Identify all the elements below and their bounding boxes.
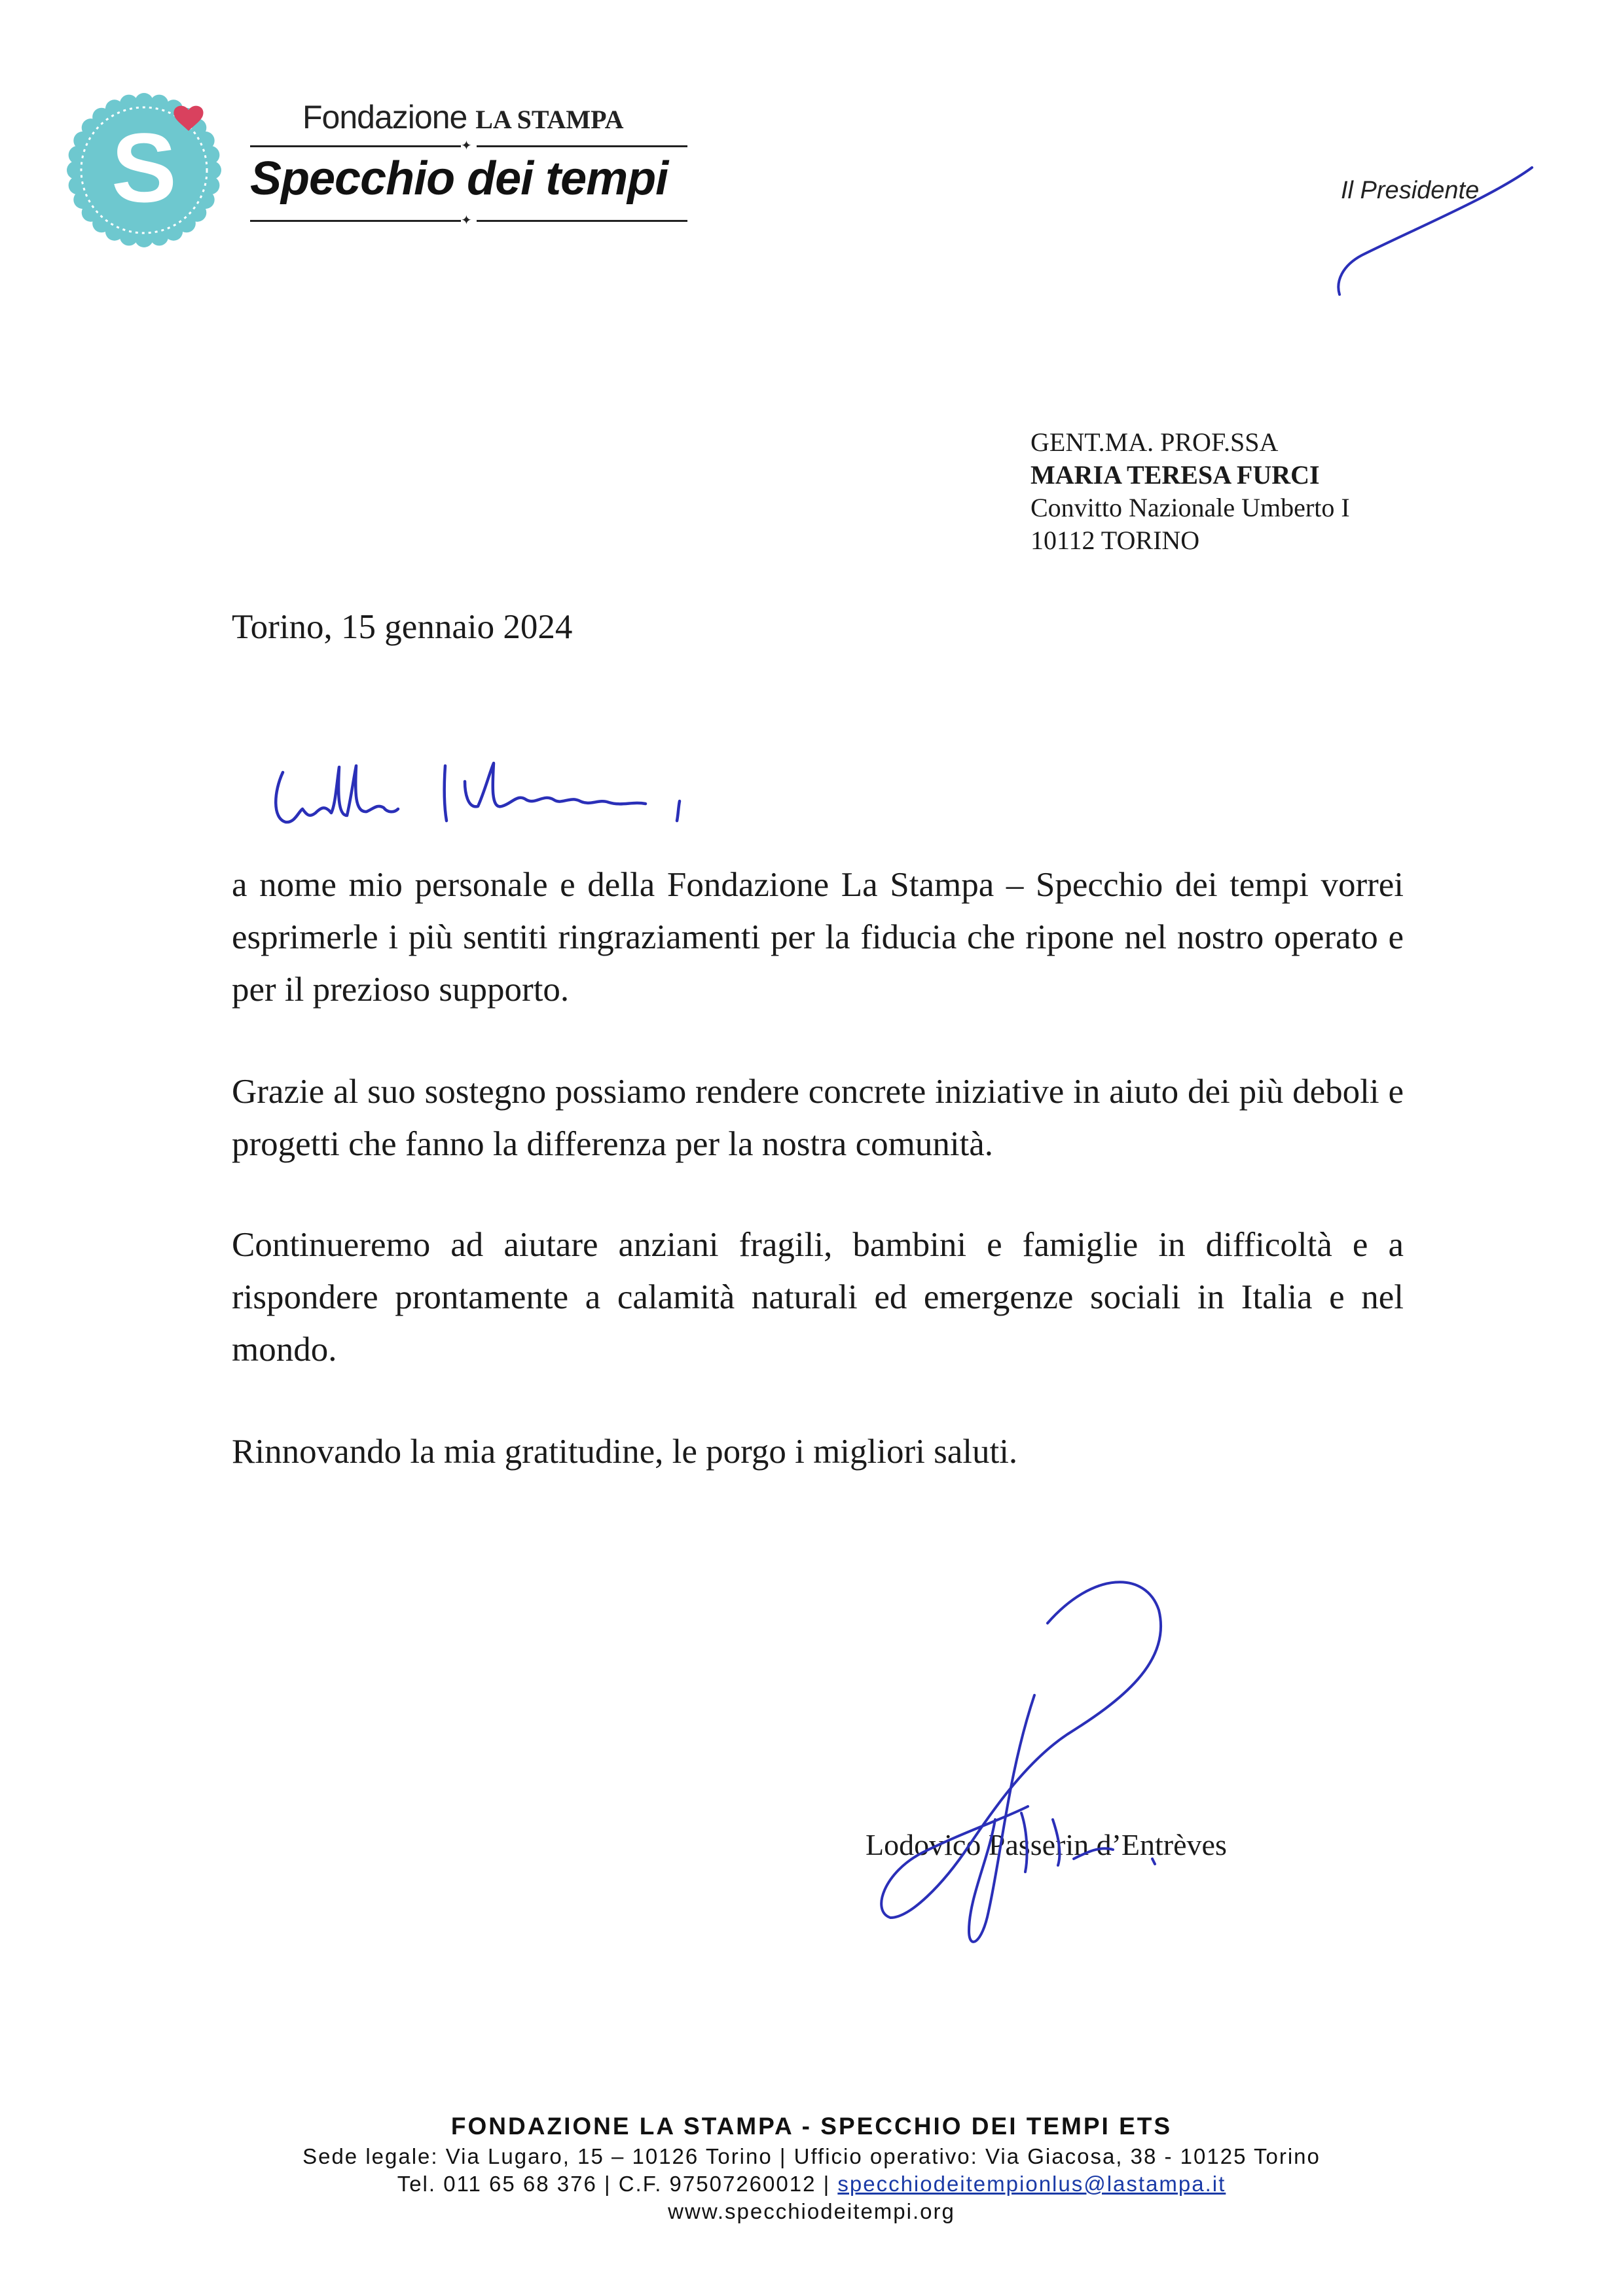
recipient-institution: Convitto Nazionale Umberto I [1030,493,1350,522]
recipient-salutation: GENT.MA. PROF.SSA [1030,427,1279,457]
logo-badge-icon [65,92,223,249]
body-paragraph-4: Rinnovando la mia gratitudine, le porgo i migliori saluti. [232,1433,1018,1471]
recipient-city: 10112 TORINO [1030,526,1200,555]
brand-main-title: Specchio dei tempi [250,152,668,205]
body-paragraph-2: Grazie al suo sostegno possiamo rendere concrete iniziative in aiuto dei più deboli e progetti che fanno la differenza per la nostra comunità. [232,1073,1404,1163]
logo-mark-letter: S [111,113,177,223]
brand-name: LA STAMPA [475,105,624,134]
signer-name: Lodovico Passerin d’Entrèves [866,1828,1227,1861]
brand-rule-ornament: ✦ [461,212,472,228]
footer-title: FONDAZIONE LA STAMPA - SPECCHIO DEI TEMPI ETS [450,2113,1173,2140]
letter-date: Torino, 15 gennaio 2024 [232,608,573,646]
brand-rule-top-left [250,145,461,147]
body-paragraph-3: Continueremo ad aiutare anziani fragili, bambini e famiglie in difficoltà e a rispondere prontamente a calamità naturali ed emergenze sociali in Italia e nel mondo. [232,1226,1404,1369]
president-pen-stroke [1322,157,1539,308]
body-paragraph-1: a nome mio personale e della Fondazione La Stampa – Specchio dei tempi vorrei esprimerle i più sentiti ringraziamenti per la fiducia che ripone nel nostro operato e per il prezioso supporto. [232,866,1404,1009]
brand-line-top [302,98,624,136]
brand-rule-ornament: ✦ [461,137,472,153]
president-label: Il Presidente [1341,177,1480,204]
footer-contacts [0,2172,1623,2197]
signature-drawing [871,1545,1264,1964]
brand-rule-bottom-left [250,220,461,222]
brand-prefix: Fondazione [302,99,467,135]
brand-rule-top-right [477,145,687,147]
handwritten-greeting [268,753,701,844]
brand-rule-bottom-right [477,220,687,222]
recipient-name: MARIA TERESA FURCI [1030,460,1320,490]
footer-contacts-prefix: Tel. 011 65 68 376 | C.F. 97507260012 | [397,2172,831,2196]
footer-website[interactable]: www.specchiodeitempi.org [668,2199,955,2223]
footer-email-link[interactable]: specchiodeitempionlus@lastampa.it [837,2172,1226,2196]
footer-address: Sede legale: Via Lugaro, 15 – 10126 Torino | Ufficio operativo: Via Giacosa, 38 - 10125 Torino [302,2144,1321,2168]
